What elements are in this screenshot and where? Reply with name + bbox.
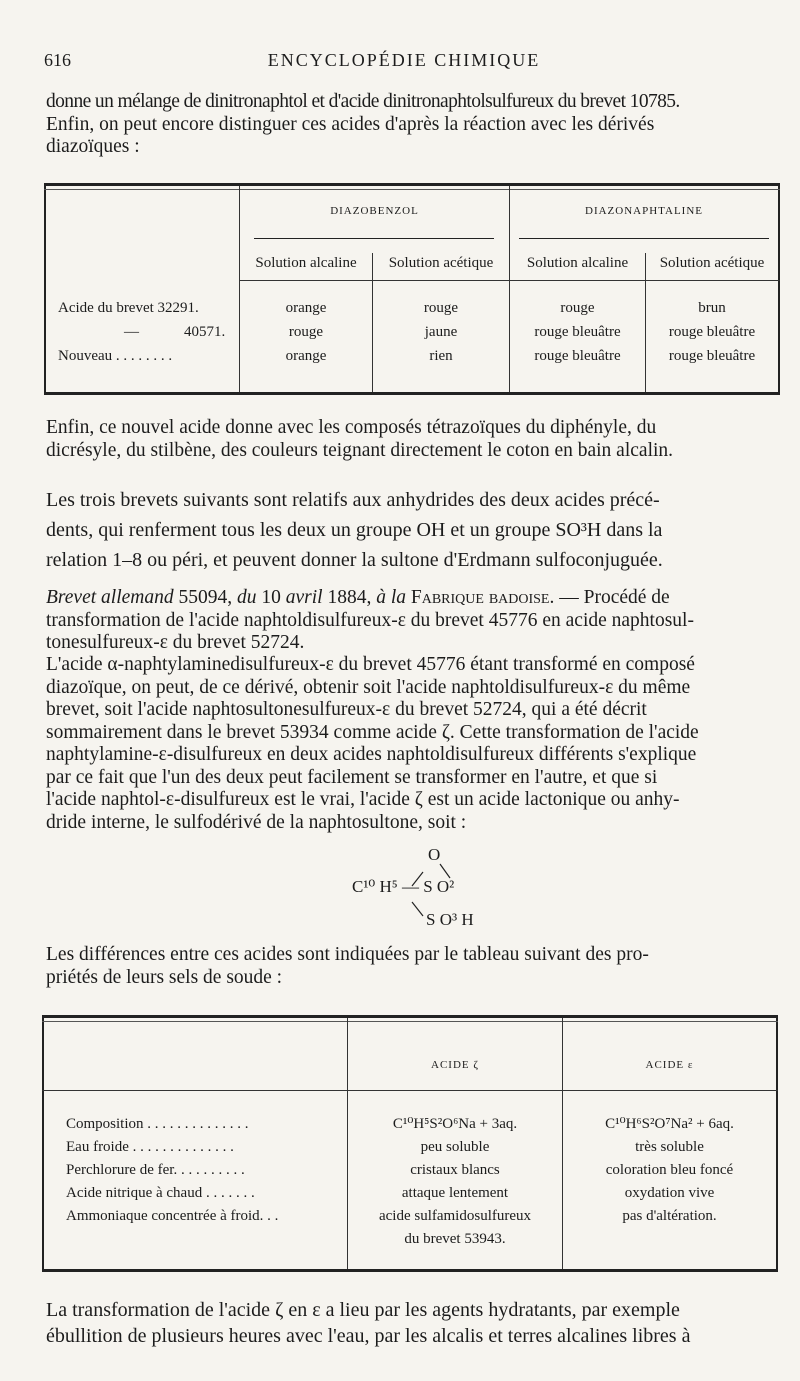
text-line: Enfin, on peut encore distinguer ces acides d'après la réaction avec les dérivés <box>46 113 655 135</box>
property-label: Perchlorure de fer. . . . . . . . . . <box>66 1162 245 1178</box>
text-span: avril <box>285 587 323 608</box>
sodium-salts-table <box>42 1015 778 1272</box>
brevet-number: 55094, <box>178 587 233 608</box>
text-line: dents, qui renferment tous les deux un groupe OH et un groupe SO³H dans la <box>46 519 663 541</box>
table-cell: rouge <box>288 324 324 340</box>
text-line: tonesulfureux-ε du brevet 52724. <box>46 632 305 653</box>
text-line: l'acide naphtol-ε-disulfureux est le vrai, l'acide ζ est un acide lactonique ou anhy- <box>46 789 680 810</box>
brace <box>519 238 769 249</box>
formula-top: O <box>428 845 441 864</box>
formula-main: C¹⁰ H⁵ — S O² <box>352 877 455 896</box>
text-line: transformation de l'acide naphtoldisulfureux-ε du brevet 45776 en acide naphtosul- <box>46 609 694 631</box>
property-labels <box>66 1113 278 1228</box>
text-line: diazoïques : <box>46 136 140 157</box>
row-label: 40571. <box>184 324 226 340</box>
text-line: Les trois brevets suivants sont relatifs aux anhydrides des deux acides précé- <box>46 489 660 511</box>
table-cell: orange <box>285 348 327 364</box>
property-label: Acide nitrique à chaud . . . . . . . <box>66 1185 255 1201</box>
intro-paragraph <box>46 91 758 159</box>
text-line: L'acide α-naphtylaminedisulfureux-ε du brevet 45776 étant transformé en composé <box>46 654 695 675</box>
paragraph <box>46 944 758 989</box>
table-cell: rouge bleuâtre <box>534 348 621 364</box>
company-name: Fabrique badoise. <box>410 587 555 608</box>
text-line: diazoïque, on peut, de ce dérivé, obtenir soit l'acide naphtoldisulfureux-ε du même <box>46 676 691 698</box>
table-cell: C¹⁰H⁵S²O⁶Na + 3aq. <box>392 1116 518 1132</box>
table-cell: acide sulfamidosulfureux <box>378 1208 532 1224</box>
property-label: Composition . . . . . . . . . . . . . . <box>66 1116 249 1132</box>
group-header-diazobenzol: DIAZOBENZOL <box>330 205 419 217</box>
text-line: priétés de leurs sels de soude : <box>46 966 283 988</box>
row-label: — <box>124 324 139 340</box>
text-span: — Procédé de <box>559 587 670 608</box>
text-line: brevet, soit l'acide naphtosultonesulfureux-ε du brevet 52724, qui a été décrit <box>46 699 647 720</box>
brevet-paragraph <box>46 587 758 655</box>
text-span: du <box>236 587 257 608</box>
text-line: La transformation de l'acide ζ en ε a lieu par les agents hydratants, par exemple <box>46 1299 680 1321</box>
table-cell: C¹⁰H⁶S²O⁷Na² + 6aq. <box>605 1116 734 1132</box>
text-span: 10 <box>261 587 281 608</box>
formula-bottom: S O³ H <box>426 910 474 929</box>
column-header-epsilon: ACIDE ε <box>645 1059 694 1071</box>
table-cell: rouge <box>423 300 459 316</box>
table-cell: coloration bleu foncé <box>605 1162 734 1178</box>
text-line: dicrésyle, du stilbène, des couleurs teignant directement le coton en bain alcalin. <box>46 439 674 461</box>
text-line: dride interne, le sulfodérivé de la naphtosultone, soit : <box>46 811 467 833</box>
table-cell: cristaux blancs <box>410 1162 500 1178</box>
running-title: ENCYCLOPÉDIE CHIMIQUE <box>267 50 541 70</box>
text-line: naphtylamine-ε-disulfureux en deux acides naphtoldisulfureux différents s'explique <box>46 744 697 765</box>
text-line: par ce fait que l'un des deux peut facilement se transformer en l'autre, et que si <box>46 766 658 788</box>
table-cell: rouge bleuâtre <box>668 324 756 340</box>
table-cell: rouge <box>560 300 595 316</box>
table-cell: peu soluble <box>420 1139 490 1155</box>
text-line: sommairement dans le brevet 53934 comme acide ζ. Cette transformation de l'acide <box>46 721 699 743</box>
epsilon-values <box>563 1113 776 1228</box>
text-line: Enfin, ce nouvel acide donne avec les composés tétrazoïques du diphényle, du <box>46 417 657 438</box>
table-cell: rouge bleuâtre <box>534 324 621 340</box>
table-cell: oxydation vive <box>624 1185 715 1201</box>
property-label: Ammoniaque concentrée à froid. . . <box>66 1208 279 1224</box>
paragraph <box>46 1297 758 1349</box>
text-line: donne un mélange de dinitronaphtol et d'acide dinitronaphtolsulfureux du brevet 10785. <box>46 91 680 112</box>
sub-header: Solution acétique <box>388 255 494 271</box>
sub-header: Solution alcaline <box>526 255 629 271</box>
text-span: 1884, <box>327 587 372 608</box>
diazo-reaction-table <box>44 183 780 395</box>
paragraph <box>46 485 758 575</box>
table-cell: jaune <box>424 324 458 340</box>
group-header-diazonaphtaline: DIAZONAPHTALINE <box>585 205 703 217</box>
page-header <box>44 50 764 72</box>
table-cell: brun <box>698 300 726 316</box>
table-cell: du brevet 53943. <box>404 1231 506 1247</box>
text-span: à la <box>376 587 406 608</box>
paragraph <box>46 417 758 462</box>
table-cell: attaque lentement <box>401 1185 509 1201</box>
zeta-values <box>348 1113 562 1251</box>
text-line: relation 1–8 ou péri, et peuvent donner la sultone d'Erdmann sulfoconjuguée. <box>46 549 663 571</box>
property-label: Eau froide . . . . . . . . . . . . . . <box>66 1139 234 1155</box>
page-number: 616 <box>44 50 71 70</box>
table-cell: orange <box>285 300 327 316</box>
brevet-head: Brevet allemand <box>46 587 174 608</box>
row-label: Acide du brevet 32291. <box>58 300 199 316</box>
row-label: Nouveau . . . . . . . . <box>58 348 173 364</box>
text-line: ébullition de plusieurs heures avec l'eau, par les alcalis et terres alcalines libres à <box>46 1325 691 1347</box>
sub-header: Solution acétique <box>659 255 765 271</box>
text-line <box>46 587 758 610</box>
text-line: Les différences entre ces acides sont indiquées par le tableau suivant des pro- <box>46 944 649 965</box>
table-cell: pas d'altération. <box>622 1208 717 1224</box>
paragraph <box>46 654 758 834</box>
table-cell: rien <box>429 348 453 364</box>
column-header-zeta: ACIDE ζ <box>431 1059 479 1071</box>
table-cell: très soluble <box>635 1139 704 1155</box>
brace <box>254 238 494 249</box>
sub-header: Solution alcaline <box>255 255 357 271</box>
table-cell: rouge bleuâtre <box>668 348 756 364</box>
